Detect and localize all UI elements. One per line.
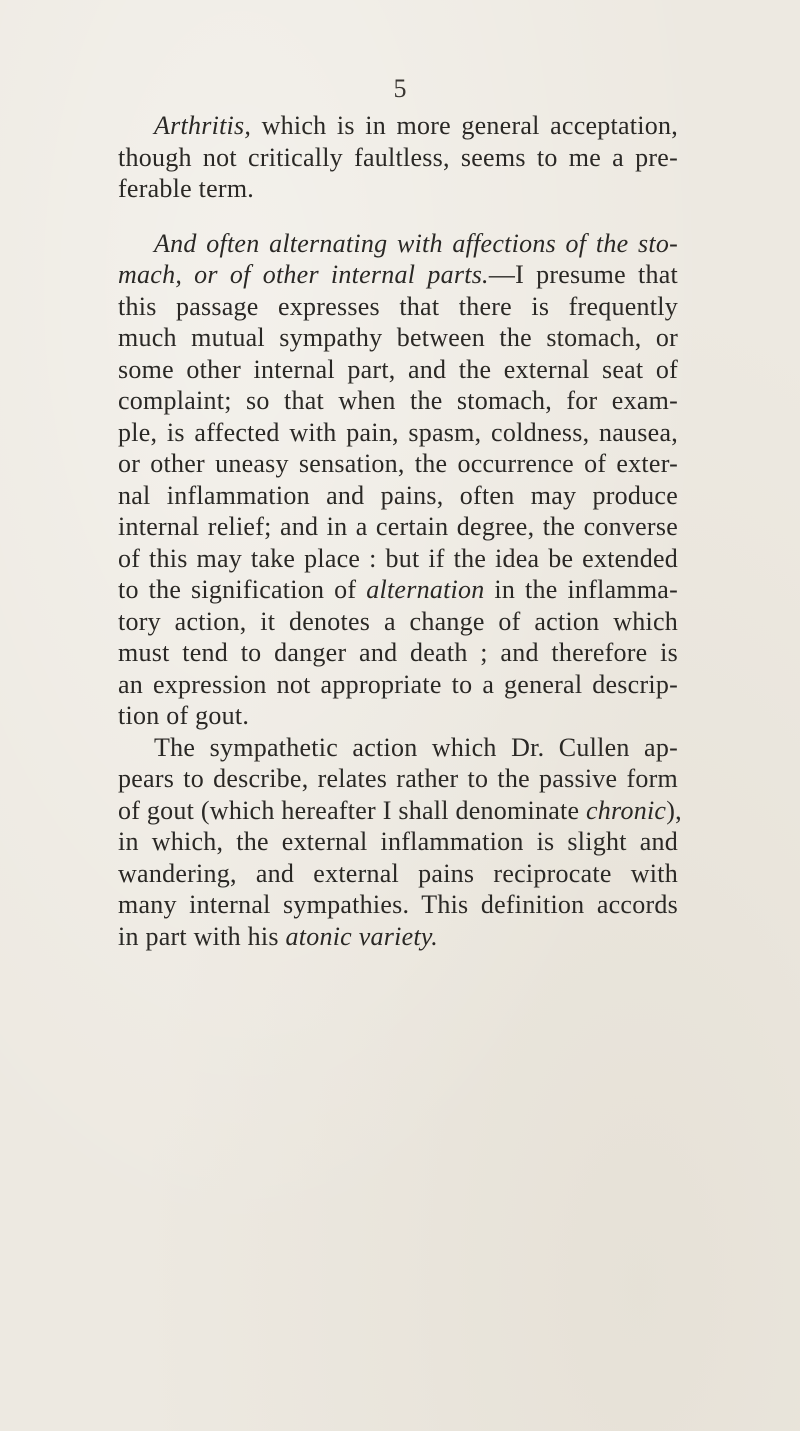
text-line bbox=[118, 921, 678, 953]
text-line bbox=[118, 385, 678, 417]
text-line bbox=[118, 173, 678, 205]
italic-text: mach, or of other internal parts. bbox=[118, 260, 489, 289]
text-line bbox=[118, 228, 678, 260]
text-line bbox=[118, 543, 678, 575]
italic-text: chronic bbox=[586, 795, 667, 825]
text-line bbox=[118, 826, 678, 858]
italic-text: And often alternating with affections of the sto- bbox=[154, 228, 678, 258]
italic-text: alternation bbox=[366, 575, 485, 604]
text-run: ple, is affected with pain, spasm, coldness, nausea, bbox=[118, 417, 678, 447]
text-line bbox=[118, 480, 678, 512]
text-line bbox=[118, 110, 678, 142]
text-run: in part with his bbox=[118, 921, 286, 951]
text-run: ferable term. bbox=[118, 174, 255, 203]
text-run: or other uneasy sensation, the occurrence of exter- bbox=[118, 449, 678, 478]
text-run: this passage expresses that there is frequently bbox=[118, 291, 678, 321]
text-run: in the inflamma- bbox=[484, 575, 679, 604]
text-run: The sympathetic action which Dr. Cullen ap- bbox=[154, 732, 678, 762]
text-run: internal relief; and in a certain degree, the converse bbox=[118, 512, 678, 541]
text-run: many internal sympathies. This definition accords bbox=[118, 890, 678, 919]
text-line bbox=[118, 732, 678, 764]
text-run: in which, the external inflammation is slight and bbox=[118, 827, 678, 856]
text-run: which is in more general acceptation, bbox=[251, 111, 678, 140]
text-line bbox=[118, 142, 678, 174]
paragraph bbox=[118, 110, 678, 205]
text-run: tion of gout. bbox=[118, 701, 250, 730]
text-line bbox=[118, 795, 682, 827]
text-line bbox=[118, 574, 678, 606]
text-run: tory action, it denotes a change of action which bbox=[118, 606, 678, 636]
italic-text: atonic variety. bbox=[285, 921, 438, 951]
text-line bbox=[118, 291, 678, 323]
text-line bbox=[118, 700, 678, 732]
italic-text: Arthritis, bbox=[154, 111, 252, 140]
body-text bbox=[118, 110, 682, 952]
text-line bbox=[118, 417, 678, 449]
text-line bbox=[118, 637, 678, 669]
text-run: complaint; so that when the stomach, for exam- bbox=[118, 386, 678, 415]
text-run: of gout (which hereafter I shall denominate bbox=[118, 795, 586, 825]
text-run: ), bbox=[666, 795, 682, 825]
text-run: —I presume that bbox=[488, 260, 678, 289]
page-number: 5 bbox=[393, 74, 407, 103]
text-line bbox=[118, 669, 678, 701]
text-line bbox=[118, 354, 678, 386]
text-line bbox=[118, 448, 678, 480]
text-run: nal inflammation and pains, often may produce bbox=[118, 480, 678, 510]
text-run: much mutual sympathy between the stomach, or bbox=[118, 323, 678, 352]
text-line bbox=[118, 511, 678, 543]
text-line bbox=[118, 889, 678, 921]
text-run: must tend to danger and death ; and therefore is bbox=[118, 638, 678, 667]
text-line bbox=[118, 322, 678, 354]
paragraph bbox=[118, 228, 678, 732]
text-line bbox=[118, 606, 678, 638]
text-line bbox=[118, 858, 678, 890]
text-run: of this may take place : but if the idea be extended bbox=[118, 543, 678, 573]
text-run: an expression not appropriate to a general descrip- bbox=[118, 669, 678, 699]
text-run: pears to describe, relates rather to the passive form bbox=[118, 764, 678, 793]
text-line bbox=[118, 259, 678, 291]
text-run: wandering, and external pains reciprocate with bbox=[118, 858, 678, 888]
text-run: some other internal part, and the external seat of bbox=[118, 354, 678, 384]
text-run: to the signification of bbox=[118, 575, 367, 604]
text-line bbox=[118, 763, 678, 795]
paragraph bbox=[118, 732, 682, 953]
text-run: though not critically faultless, seems to me a pre- bbox=[118, 142, 678, 172]
